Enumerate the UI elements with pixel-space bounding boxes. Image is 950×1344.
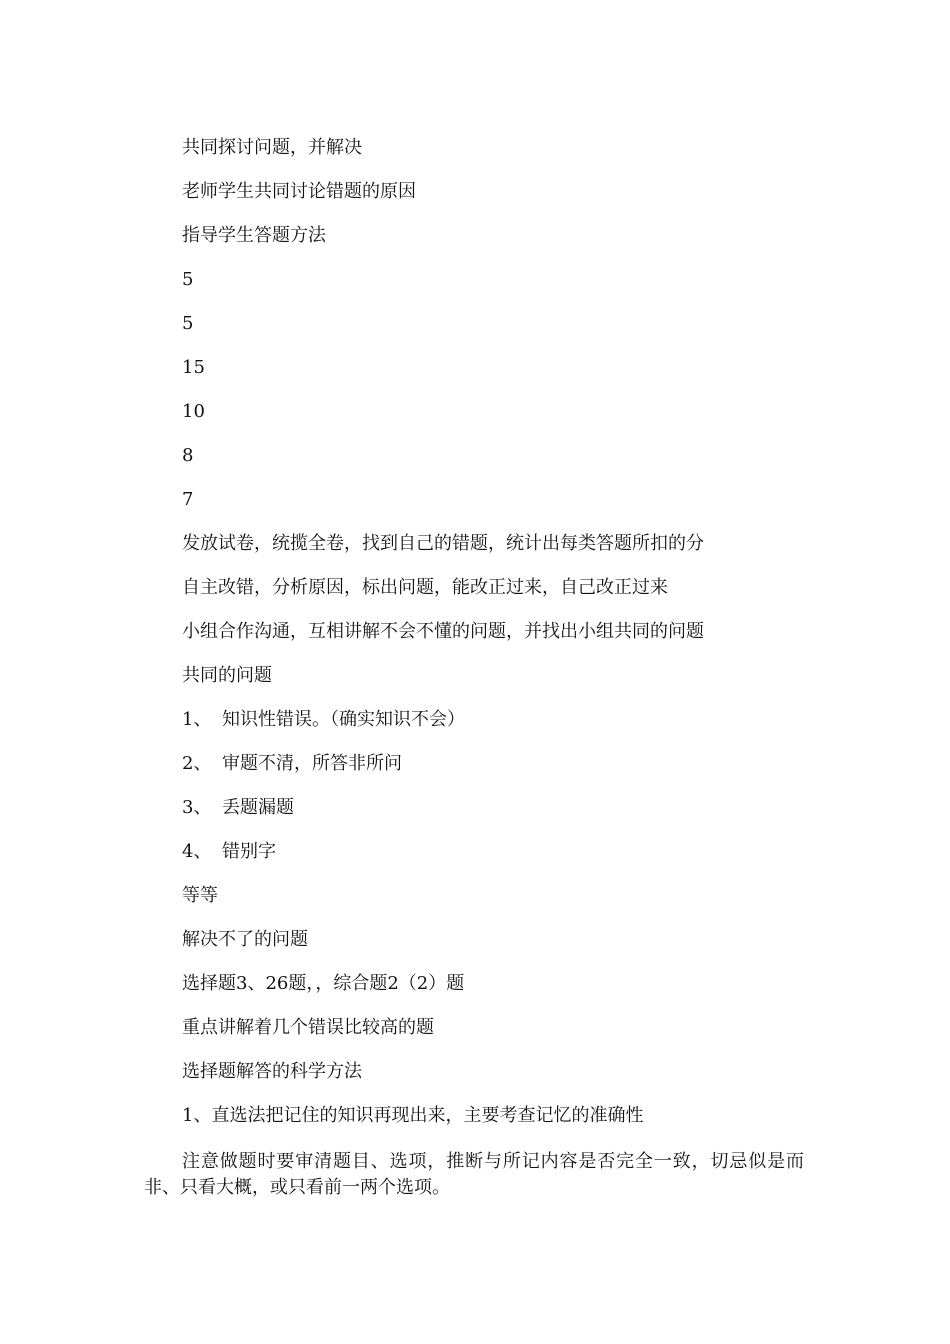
text-line: 小组合作沟通，互相讲解不会不懂的问题，并找出小组共同的问题: [182, 621, 704, 642]
list-item-number: 1、: [182, 709, 212, 730]
body-paragraph: 注意做题时要审清题目、选项，推断与所记内容是否完全一致，切忌似是而非、只看大概，或只看前一两个选项。: [144, 1151, 804, 1198]
text-line: 共同的问题: [182, 665, 272, 686]
number-line: 7: [182, 489, 194, 510]
list-item: [182, 708, 465, 732]
list-item: [182, 796, 294, 820]
text-line: 等等: [182, 885, 218, 906]
list-item-number: 2、: [182, 753, 212, 774]
list-item-text: 审题不清，所答非所问: [222, 753, 402, 774]
text-line: 共同探讨问题，并解决: [182, 137, 362, 158]
text-line: 1、直选法把记住的知识再现出来，主要考查记忆的准确性: [182, 1105, 644, 1126]
list-item: [182, 752, 402, 776]
text-line: 发放试卷，统揽全卷，找到自己的错题，统计出每类答题所扣的分: [182, 533, 704, 554]
text-line: 解决不了的问题: [182, 929, 308, 950]
text-line: 指导学生答题方法: [182, 225, 326, 246]
text-line: 选择题解答的科学方法: [182, 1061, 362, 1082]
list-item-number: 4、: [182, 841, 212, 862]
list-item: [182, 840, 276, 864]
list-item-text: 丢题漏题: [222, 797, 294, 818]
number-line: 15: [182, 357, 205, 378]
number-line: 5: [182, 313, 194, 334]
list-item-text: 知识性错误。（确实知识不会）: [222, 709, 465, 730]
number-line: 10: [182, 401, 205, 422]
list-item-text: 错别字: [222, 841, 276, 862]
text-line: 重点讲解着几个错误比较高的题: [182, 1017, 434, 1038]
number-line: 5: [182, 269, 194, 290]
list-item-number: 3、: [182, 797, 212, 818]
text-line: 选择题3、26题，，综合题2（2）题: [182, 973, 465, 994]
number-line: 8: [182, 445, 194, 466]
text-line: 自主改错，分析原因，标出问题，能改正过来，自己改正过来: [182, 577, 668, 598]
text-line: 老师学生共同讨论错题的原因: [182, 181, 416, 202]
